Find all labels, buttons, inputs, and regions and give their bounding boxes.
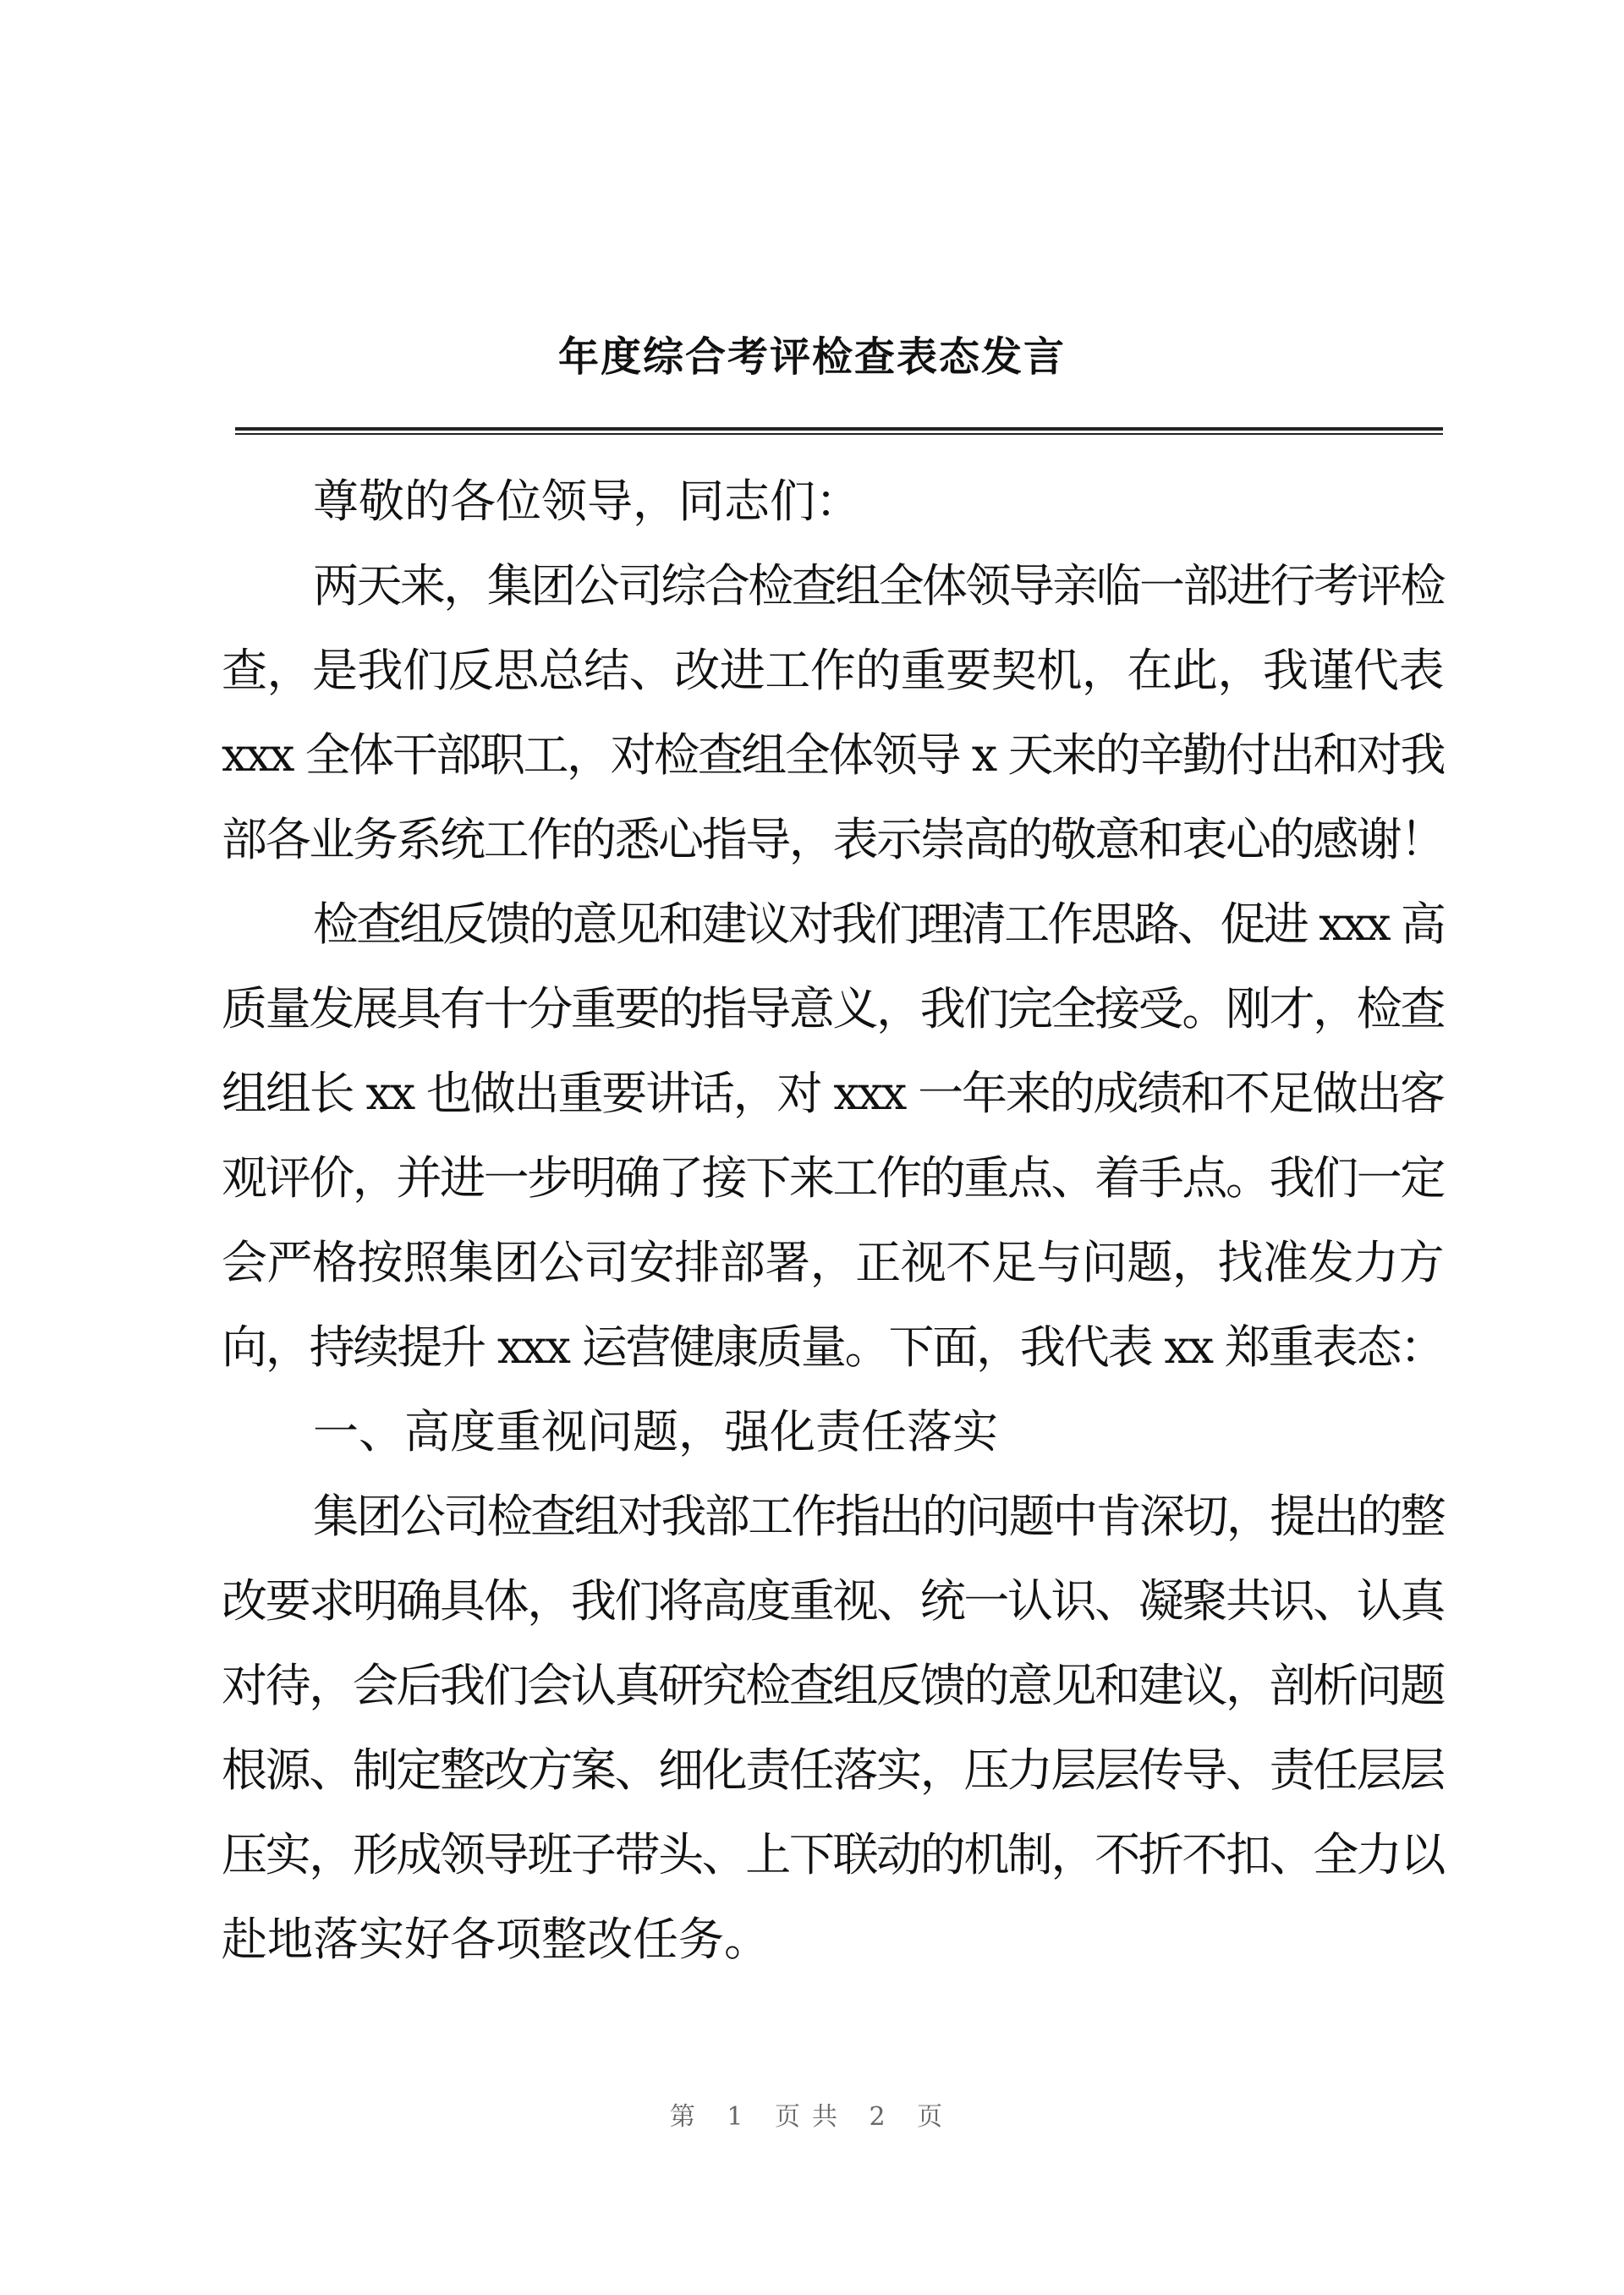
text-line-content: 部各业务系统工作的悉心指导，表示崇高的敬意和衷心的感谢！ [222, 813, 1444, 866]
document-body [222, 459, 1444, 1982]
text-line [222, 882, 1444, 967]
text-line [222, 1136, 1444, 1221]
text-line [222, 1221, 1444, 1305]
text-line-content: 质量发展具有十分重要的指导意义，我们完全接受。刚才，检查 [222, 982, 1444, 1035]
page-number-footer: 第 1 页共 2 页 [669, 2102, 955, 2132]
text-line [222, 1728, 1444, 1813]
text-line-content: 改要求明确具体，我们将高度重视、统一认识、凝聚共识、认真 [222, 1574, 1444, 1628]
text-line-content: 组组长 xx 也做出重要讲话，对 xxx 一年来的成绩和不足做出客 [222, 1067, 1444, 1120]
text-line [222, 1390, 1444, 1474]
text-line-content: 赴地落实好各项整改任务。 [222, 1913, 770, 1966]
text-line [222, 629, 1444, 713]
text-line-content: 观评价，并进一步明确了接下来工作的重点、着手点。我们一定 [222, 1151, 1444, 1205]
text-line [222, 1559, 1444, 1644]
text-line-content: xxx 全体干部职工，对检查组全体领导 x 天来的辛勤付出和对我 [222, 728, 1444, 782]
text-line [222, 1644, 1444, 1728]
text-line [222, 967, 1444, 1051]
text-line-content: 检查组反馈的意见和建议对我们理清工作思路、促进 xxx 高 [313, 898, 1444, 951]
text-line-content: 向，持续提升 xxx 运营健康质量。下面，我代表 xx 郑重表态： [222, 1320, 1444, 1374]
text-line [222, 1813, 1444, 1897]
text-line [222, 544, 1444, 629]
text-line-content: 一、高度重视问题，强化责任落实 [313, 1405, 998, 1458]
text-line [222, 1305, 1444, 1390]
text-line [222, 798, 1444, 882]
text-line-content: 根源、制定整改方案、细化责任落实，压力层层传导、责任层层 [222, 1743, 1444, 1797]
title-divider [235, 427, 1443, 435]
text-line-content: 压实，形成领导班子带头、上下联动的机制，不折不扣、全力以 [222, 1828, 1444, 1881]
text-line-content: 集团公司检查组对我部工作指出的问题中肯深切，提出的整 [313, 1490, 1444, 1543]
text-line [222, 1474, 1444, 1559]
text-line [222, 713, 1444, 798]
text-line-content: 两天来，集团公司综合检查组全体领导亲临一部进行考评检 [313, 559, 1444, 612]
text-line-content: 会严格按照集团公司安排部署，正视不足与问题，找准发力方 [222, 1236, 1444, 1289]
text-line [222, 1897, 1444, 1982]
text-line-content: 查，是我们反思总结、改进工作的重要契机，在此，我谨代表 [222, 644, 1444, 697]
text-line [222, 459, 1444, 544]
document-title: 年度综合考评检查表态发言 [557, 333, 1066, 381]
text-line-content: 尊敬的各位领导，同志们： [313, 475, 861, 528]
text-line-content: 对待，会后我们会认真研究检查组反馈的意见和建议，剖析问题 [222, 1659, 1444, 1712]
text-line [222, 1051, 1444, 1136]
